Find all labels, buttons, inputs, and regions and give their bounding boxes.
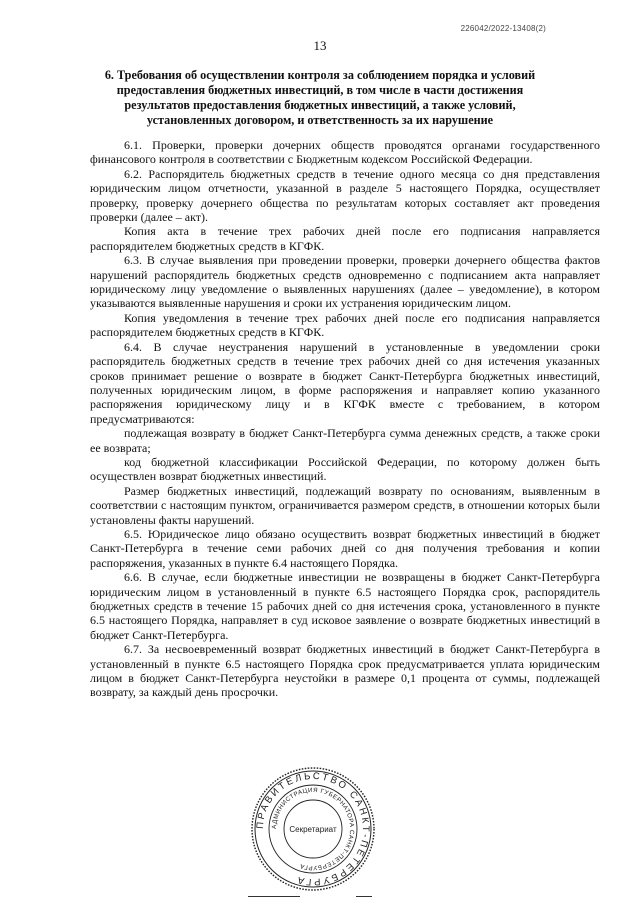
paragraph-6-2: 6.2. Распорядитель бюджетных средств в течение одного месяца со дня представления юридическим лицом отчетности, указанной в разделе 5 настоящего Порядка, осуществляет проверку, проверку дочернего общества по результатам которых составляет акт проведения проверки (далее – акт). — [90, 166, 600, 225]
seal-inner-text: АДМИНИСТРАЦИЯ ГУБЕРНАТОРА САНКТ-ПЕТЕРБУРГА — [270, 786, 356, 872]
paragraph-return-amount: подлежащая возврату в бюджет Санкт-Петербурга сумма денежных средств, а также сроки ее возврата; — [90, 426, 600, 455]
paragraph-6-1: 6.1. Проверки, проверки дочерних обществ проводятся органами государственного финансового контроля в соответствии с Бюджетным кодексом Российской Федерации. — [90, 138, 600, 167]
section-heading: 6. Требования об осуществлении контроля за соблюдением порядка и условий предоставления бюджетных инвестиций, в том числе в части достижения результатов предоставления бюджетных инвестиций, а также условий, установленных договором, и ответственность за их нарушение — [104, 68, 536, 127]
footer-line-left — [248, 896, 300, 897]
paragraph-6-7: 6.7. За несвоевременный возврат бюджетных инвестиций в бюджет Санкт-Петербурга в установленный в пункте 6.5 настоящего Порядка срок предусматривается уплата юридическим лицом в бюджет Санкт-Петербурга неустойки в размере 0,1 процента от суммы, подлежащей возврату, за каждый день просрочки. — [90, 642, 600, 700]
page-number: 13 — [313, 38, 327, 53]
paragraph-act-copy: Копия акта в течение трех рабочих дней после его подписания направляется распорядителем бюджетных средств в КГФК. — [90, 224, 600, 253]
document-id: 226042/2022-13408(2) — [460, 24, 546, 33]
seal-center-text: Секретариат — [289, 825, 337, 834]
paragraph-6-5: 6.5. Юридическое лицо обязано осуществить возврат бюджетных инвестиций в бюджет Санкт-Петербурга в течение семи рабочих дней со дня получения требования и копии распоряжения, указанных в пункте 6.4 настоящего Порядка. — [90, 526, 600, 570]
seal-outer-text: ПРАВИТЕЛЬСТВО САНКТ-ПЕТЕРБУРГА — [254, 770, 372, 888]
document-body — [90, 138, 600, 700]
paragraph-6-3: 6.3. В случае выявления при проведении проверки, проверки дочернего общества фактов нарушений распорядитель бюджетных средств одновременно с подписанием акта направляет юридическому лицу уведомление о выявленных нарушениях (далее – уведомление), в котором указываются выявленные нарушения и сроки их устранения юридическим лицом. — [90, 253, 600, 311]
official-seal — [250, 766, 376, 892]
paragraph-budget-code: код бюджетной классификации Российской Федерации, по которому должен быть осуществлен возврат бюджетных инвестиций. — [90, 454, 600, 484]
paragraph-6-6: 6.6. В случае, если бюджетные инвестиции не возвращены в бюджет Санкт-Петербурга юридическим лицом в установленный в пункте 6.5 настоящего Порядка срок, распорядитель бюджетных средств в течение 15 рабочих дней со дня истечения срока, установленного в пункте 6.5 настоящего Порядка, направляет в суд исковое заявление о возврате бюджетных инвестиций в бюджет Санкт-Петербурга. — [90, 570, 600, 642]
footer-line-right — [356, 896, 372, 897]
paragraph-6-4: 6.4. В случае неустранения нарушений в установленные в уведомлении сроки распорядитель бюджетных средств в течение трех рабочих дней со дня истечения указанных сроков принимает решение о возврате в бюджет Санкт-Петербурга бюджетных инвестиций, полученных юридическим лицом, в форме распоряжения и направляет копию указанного распоряжения юридическому лицу и в КГФК вместе с требованием, в котором предусматриваются: — [90, 339, 600, 426]
paragraph-notice-copy: Копия уведомления в течение трех рабочих дней после его подписания направляется распорядителем бюджетных средств в КГФК. — [90, 310, 600, 340]
paragraph-return-size: Размер бюджетных инвестиций, подлежащий возврату по основаниям, выявленным в соответствии с настоящим пунктом, ограничивается размером средств, в отношении которых были установлены факты нарушений. — [90, 483, 600, 527]
